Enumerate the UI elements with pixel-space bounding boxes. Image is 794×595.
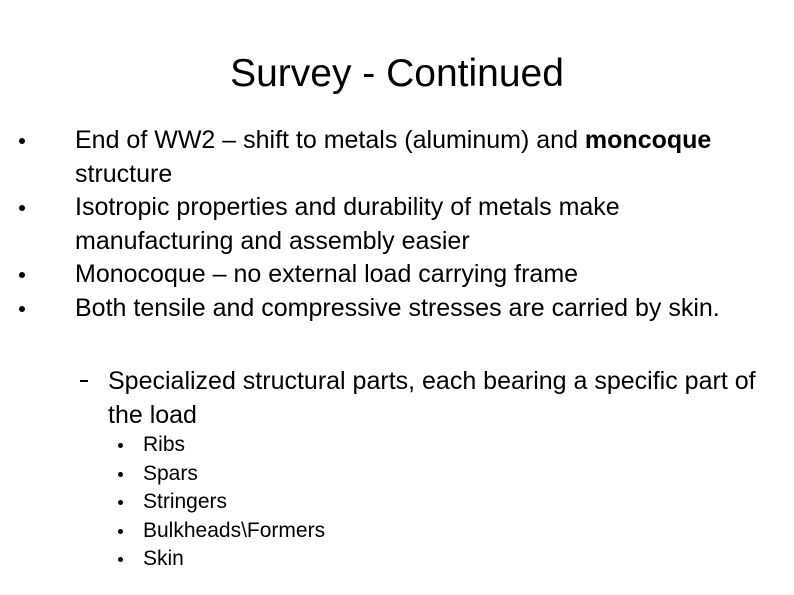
part-item [143, 517, 325, 546]
bullet-text: structure [75, 159, 173, 188]
bullet-dot-icon [118, 529, 123, 534]
bullet-dot-icon [19, 205, 25, 211]
part-label: Skin [143, 547, 184, 570]
bullet-dot-icon [118, 443, 123, 448]
part-label: Spars [143, 462, 198, 485]
sub-bullet-text: Specialized structural parts, each bearing a specific part of the load [108, 367, 756, 429]
part-label: Bulkheads\Formers [143, 519, 326, 542]
part-item [143, 545, 184, 574]
part-item [143, 460, 198, 489]
bullet-text: End of WW2 – shift to metals (aluminum) and [75, 126, 585, 154]
bullet-dot-icon [19, 306, 25, 312]
part-item [143, 431, 185, 460]
dash-bullet-icon [80, 380, 88, 382]
bullet-item [75, 124, 755, 191]
bullet-dot-icon [19, 138, 25, 144]
bullet-item [75, 292, 755, 326]
part-item [143, 488, 227, 517]
part-label: Stringers [143, 490, 228, 513]
bullet-text: Monocoque – no external load carrying frame [75, 260, 579, 288]
bullet-bold-term: moncoque [584, 126, 712, 154]
bullet-dot-icon [118, 472, 123, 477]
bullet-item [75, 191, 755, 258]
bullet-dot-icon [118, 557, 123, 562]
part-label: Ribs [143, 433, 186, 456]
sub-bullet-item [108, 365, 768, 432]
slide-title: Survey - Continued [230, 52, 564, 95]
bullet-dot-icon [19, 272, 25, 278]
bullet-text: Isotropic properties and durability of metals make manufacturing and assembly easier [75, 193, 620, 255]
bullet-dot-icon [118, 500, 123, 505]
bullet-item [75, 258, 755, 292]
bullet-text: Both tensile and compressive stresses are carried by skin. [75, 294, 720, 322]
